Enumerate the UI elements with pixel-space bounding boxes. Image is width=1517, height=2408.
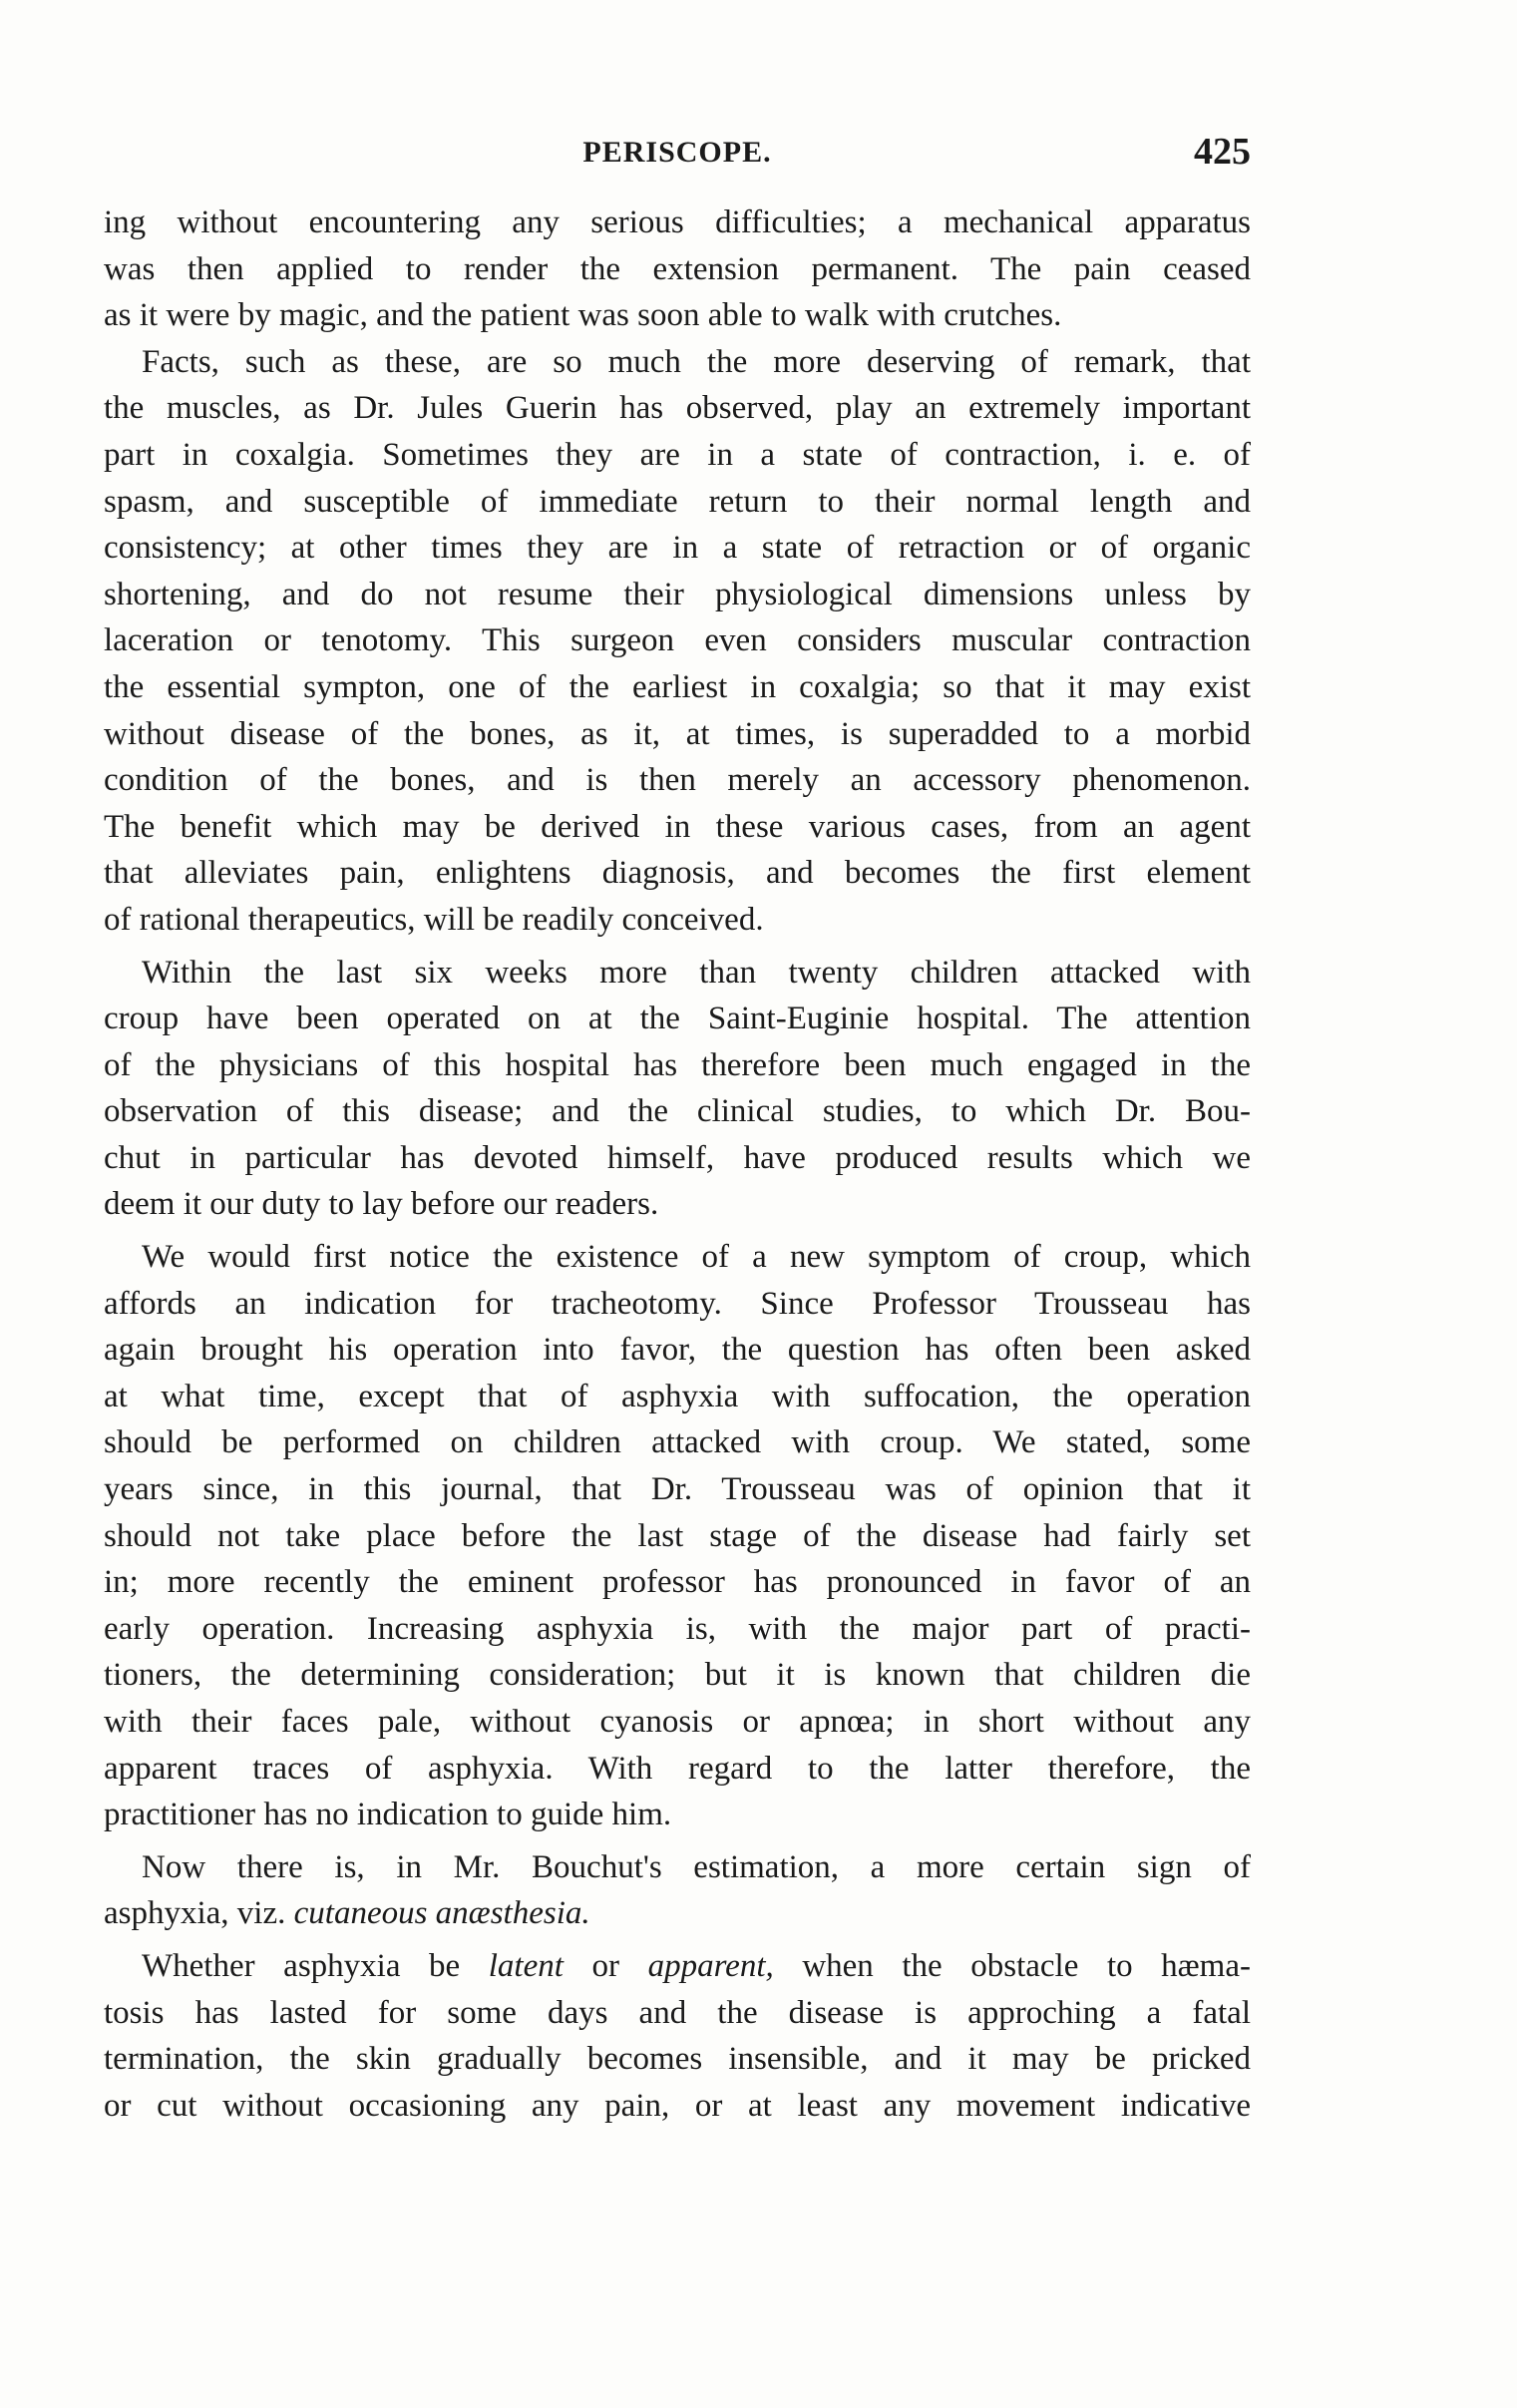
text-line: consistency; at other times they are in a state of retraction or of organic — [104, 530, 1251, 567]
page-number: 425 — [1194, 131, 1251, 173]
text-line: We would first notice the existence of a new symptom of croup, which — [142, 1239, 1251, 1276]
paragraph-coxalgia — [104, 339, 1251, 944]
text-line: Within the last six weeks more than twenty children attacked with — [142, 954, 1251, 991]
text-line: spasm, and susceptible of immediate return to their normal length and — [104, 483, 1251, 520]
text-line: condition of the bones, and is then merely an accessory phenomenon. — [104, 762, 1251, 799]
text-line: in; more recently the eminent professor has pronounced in favor of an — [104, 1564, 1251, 1601]
text-line: tioners, the determining consideration; but it is known that children die — [104, 1657, 1251, 1694]
text-line: early operation. Increasing asphyxia is, with the major part of practi- — [104, 1610, 1251, 1647]
running-title: PERISCOPE. — [582, 136, 772, 169]
text-line: The benefit which may be derived in these various cases, from an agent — [104, 808, 1251, 845]
text-line: should not take place before the last stage of the disease had fairly set — [104, 1517, 1251, 1554]
italic-term: cutaneous anæsthesia. — [293, 1895, 590, 1932]
text-line: shortening, and do not resume their physiological dimensions unless by — [104, 576, 1251, 612]
text-line: Now there is, in Mr. Bouchut's estimation, a more certain sign of — [142, 1848, 1251, 1885]
text-line: Facts, such as these, are so much the more deserving of remark, that — [142, 343, 1251, 380]
paragraph-asphyxia — [104, 1943, 1251, 2129]
text-line: as it were by magic, and the patient was soon able to walk with crutches. — [104, 297, 1062, 334]
text-line: the muscles, as Dr. Jules Guerin has observed, play an extremely important — [104, 390, 1251, 427]
text-line: should be performed on children attacked with croup. We stated, some — [104, 1424, 1251, 1461]
page-body — [104, 200, 1251, 2129]
text-line: of rational therapeutics, will be readily conceived. — [104, 901, 764, 938]
text-line: chut in particular has devoted himself, have produced results which we — [104, 1139, 1251, 1176]
paragraph-croup-operations — [104, 950, 1251, 1229]
text-line: the essential sympton, one of the earliest in coxalgia; so that it may exist — [104, 668, 1251, 705]
text-line: practitioner has no indication to guide him. — [104, 1797, 672, 1833]
text-line: of the physicians of this hospital has therefore been much engaged in the — [104, 1046, 1251, 1083]
text-line: apparent traces of asphyxia. With regard to the latter therefore, the — [104, 1750, 1251, 1787]
text-line: was then applied to render the extension permanent. The pain ceased — [104, 250, 1251, 287]
italic-term: latent — [488, 1947, 564, 1984]
text-line: without disease of the bones, as it, at times, is superadded to a morbid — [104, 715, 1251, 752]
running-head — [104, 118, 1251, 178]
paragraph-tracheotomy — [104, 1234, 1251, 1838]
text-line: croup have been operated on at the Saint-Euginie hospital. The attention — [104, 1001, 1251, 1037]
text-fragment: or — [563, 1947, 648, 1984]
text-line: with their faces pale, without cyanosis or apnœa; in short without any — [104, 1704, 1251, 1740]
text-fragment: when the obstacle to hæma- — [773, 1947, 1251, 1984]
text-line: that alleviates pain, enlightens diagnosis, and becomes the first element — [104, 855, 1251, 892]
paragraph-cutaneous-anaesthesia — [104, 1844, 1251, 1937]
text-line: ing without encountering any serious difficulties; a mechanical apparatus — [104, 204, 1251, 240]
text-line: deem it our duty to lay before our readers. — [104, 1186, 659, 1223]
text-line: tosis has lasted for some days and the disease is approching a fatal — [104, 1994, 1251, 2031]
text-line — [104, 1890, 1251, 1937]
text-fragment: Whether asphyxia be — [142, 1947, 489, 1984]
text-line: at what time, except that of asphyxia with suffocation, the operation — [104, 1378, 1251, 1414]
text-line: termination, the skin gradually becomes insensible, and it may be pricked — [104, 2041, 1251, 2078]
paragraph-continuation — [104, 200, 1251, 339]
text-fragment: asphyxia, viz. — [104, 1895, 294, 1932]
text-line: part in coxalgia. Sometimes they are in a state of contraction, i. e. of — [104, 436, 1251, 473]
text-line — [104, 1943, 1251, 1990]
text-line: years since, in this journal, that Dr. Trousseau was of opinion that it — [104, 1471, 1251, 1508]
text-line: affords an indication for tracheotomy. Since Professor Trousseau has — [104, 1285, 1251, 1322]
italic-term: apparent, — [647, 1947, 774, 1984]
text-line: or cut without occasioning any pain, or at least any movement indicative — [104, 2087, 1251, 2124]
text-line: laceration or tenotomy. This surgeon even considers muscular contraction — [104, 622, 1251, 659]
text-line: again brought his operation into favor, the question has often been asked — [104, 1332, 1251, 1369]
text-line: observation of this disease; and the clinical studies, to which Dr. Bou- — [104, 1093, 1251, 1130]
